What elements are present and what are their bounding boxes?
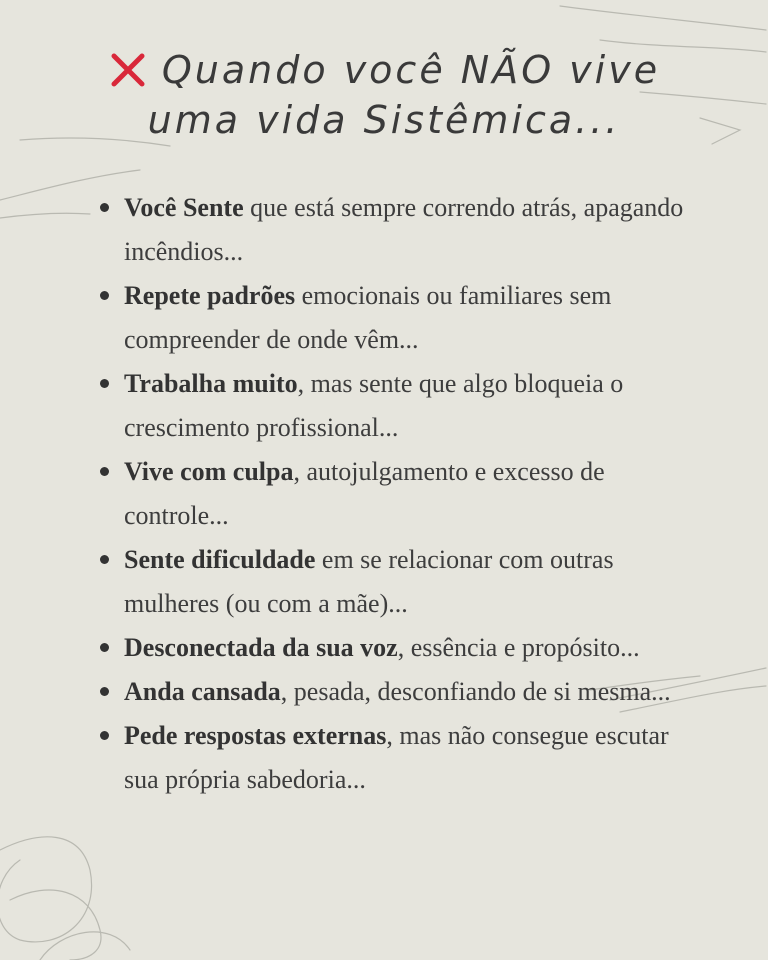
list-item [96,670,696,714]
title-block [0,48,768,142]
item-text: , autojulgamento e excesso de controle... [124,457,605,530]
bullet-list [96,186,696,802]
item-bold-text: Sente dificuldade [124,545,316,574]
item-text: , mas não consegue escutar sua própria sabedoria... [124,721,669,794]
item-text: , pesada, desconfiando de si mesma... [280,677,671,706]
title-line-2: uma vida Sistêmica... [147,98,621,142]
list-item [96,626,696,670]
list-item [96,274,696,362]
item-text: em se relacionar com outras mulheres (ou com a mãe)... [124,545,614,618]
bullet-icon [100,555,109,564]
item-bold-text: Anda cansada [124,677,281,706]
item-text: , essência e propósito... [397,633,640,662]
item-text: , mas sente que algo bloqueia o crescimento profissional... [124,369,624,442]
item-bold-text: Repete padrões [124,281,296,310]
item-bold-text: Você Sente [124,193,244,222]
bullet-icon [100,291,109,300]
item-bold-text: Vive com culpa [124,457,294,486]
list-item [96,538,696,626]
item-bold-text: Trabalha muito [124,369,298,398]
list-item [96,362,696,450]
item-bold-text: Pede respostas externas [124,721,387,750]
list-item [96,714,696,802]
bullet-icon [100,203,109,212]
title-line-1: Quando você NÃO vive [161,48,661,92]
bullet-icon [100,643,109,652]
bullet-icon [100,731,109,740]
item-bold-text: Desconectada da sua voz [124,633,398,662]
bullet-icon [100,687,109,696]
list-item [96,450,696,538]
bullet-icon [100,379,109,388]
item-text: emocionais ou familiares sem compreender de onde vêm... [124,281,612,354]
list-item [96,186,696,274]
bullet-icon [100,467,109,476]
x-icon [108,50,148,90]
item-text: que está sempre correndo atrás, apagando incêndios... [124,193,684,266]
title-line-1-row [0,48,768,92]
